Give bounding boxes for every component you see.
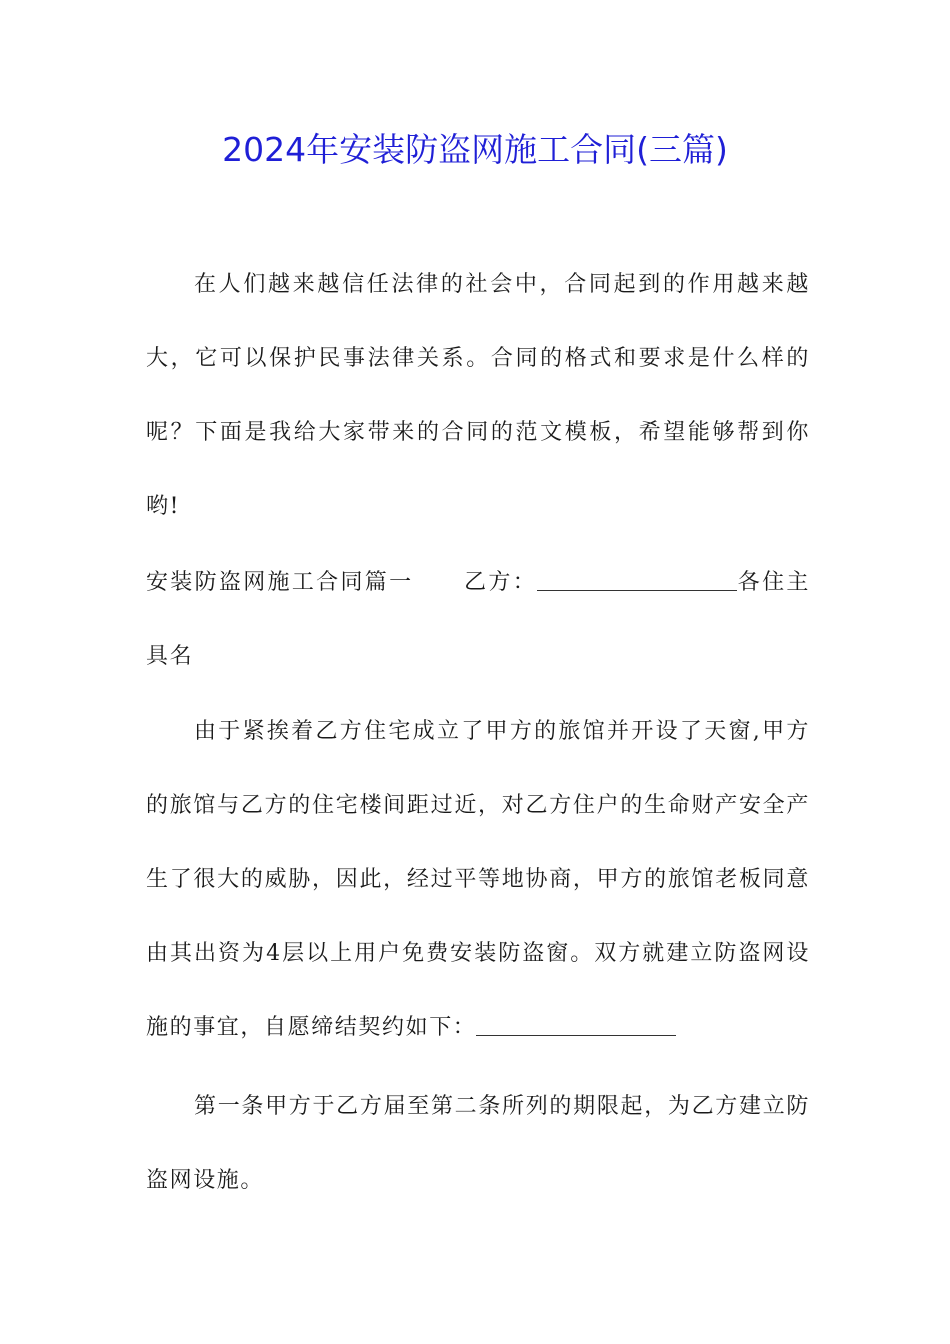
section-heading-line [146,546,810,694]
party-b-blank [537,568,737,591]
party-b-suffix: 各住主具名 [146,570,810,669]
section-heading: 安装防盗网施工合同篇一 [146,570,414,595]
party-b-label: 乙方： [463,570,538,595]
paragraph-1 [146,695,810,1065]
paragraph-2: 第一条甲方于乙方届至第二条所列的期限起，为乙方建立防盗网设施。 [146,1094,810,1193]
intro-paragraph: 在人们越来越信任法律的社会中，合同起到的作用越来越大，它可以保护民事法律关系。合同的格式和要求是什么样的呢？下面是我给大家带来的合同的范文模板，希望能够帮到你哟! [146,272,810,519]
document-title: 2024年安装防盗网施工合同(三篇) [222,130,728,169]
paragraph-1-text: 由于紧挨着乙方住宅成立了甲方的旅馆并开设了天窗,甲方的旅馆与乙方的住宅楼间距过近，对乙方住户的生命财产安全产生了很大的威胁，因此，经过平等地协商，甲方的旅馆老板同意由其出资为4层以上用户免费安装防盗窗。双方就建立防盗网设施的事宜，自愿缔结契约如下： [146,719,810,1040]
paragraph-1-blank [476,1013,676,1036]
